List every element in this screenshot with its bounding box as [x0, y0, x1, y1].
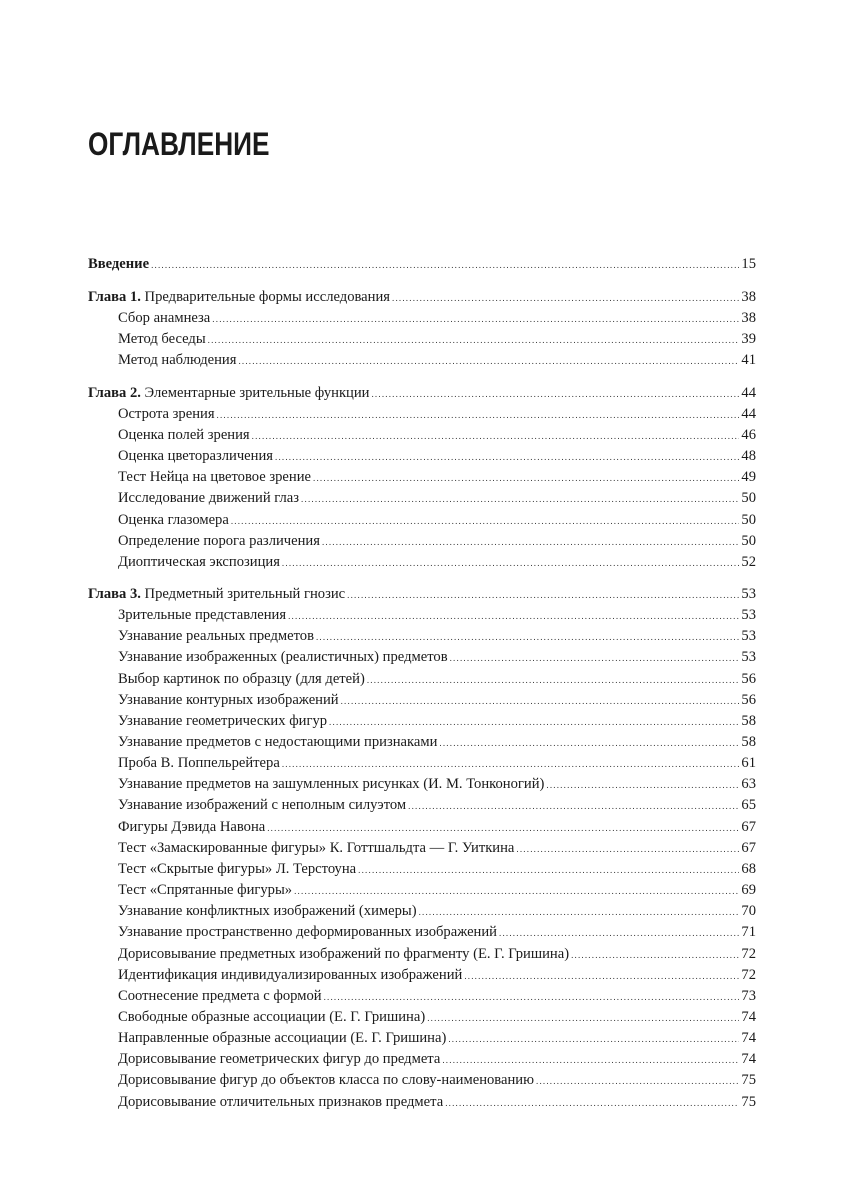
dot-leader — [282, 553, 739, 573]
dot-leader — [499, 923, 739, 943]
dot-leader — [439, 733, 739, 753]
toc-section-entry[interactable] — [118, 753, 756, 773]
dot-leader — [217, 405, 740, 425]
page-number: 53 — [741, 585, 756, 602]
page-number: 74 — [741, 1008, 756, 1025]
toc-section-entry[interactable] — [118, 1049, 756, 1069]
toc-section-entry[interactable] — [118, 626, 756, 646]
dot-leader — [252, 426, 740, 446]
entry-text — [88, 254, 149, 274]
page-number: 72 — [741, 945, 756, 962]
entry-title: Выбор картинок по образцу (для детей) — [118, 670, 365, 687]
entry-title: Дорисовывание предметных изображений по фрагменту (Е. Г. Гришина) — [118, 945, 570, 962]
entry-title: Узнавание пространственно деформированных изображений — [118, 924, 497, 941]
page-number: 72 — [741, 966, 756, 983]
page-number: 74 — [741, 1030, 756, 1047]
page-number: 61 — [741, 755, 756, 772]
toc-section-entry[interactable] — [118, 510, 756, 530]
toc-section-entry[interactable] — [118, 1092, 756, 1112]
entry-title: Дорисовывание геометрических фигур до предмета — [118, 1051, 441, 1068]
dot-leader — [341, 691, 740, 711]
toc-section-entry[interactable] — [118, 986, 756, 1006]
toc-section-entry[interactable] — [118, 690, 756, 710]
dot-leader — [316, 627, 739, 647]
page-number: 46 — [741, 426, 756, 443]
toc-section-entry[interactable] — [118, 425, 756, 445]
page-number: 75 — [741, 1093, 756, 1110]
dot-leader — [313, 468, 739, 488]
page-number: 38 — [741, 310, 756, 327]
entry-title: Оценка глазомера — [118, 511, 229, 528]
toc-section-entry[interactable] — [118, 669, 756, 689]
toc-section-entry[interactable] — [118, 1007, 756, 1027]
dot-leader — [324, 987, 740, 1007]
toc-entry-intro[interactable] — [88, 254, 756, 274]
entry-title: Тест «Скрытые фигуры» Л. Терстоуна — [118, 860, 357, 877]
page-number: 67 — [741, 818, 756, 835]
entry-title: Предварительные формы исследования — [140, 289, 390, 305]
toc-section-entry[interactable] — [118, 467, 756, 487]
dot-leader — [282, 754, 740, 774]
toc-section-entry[interactable] — [118, 838, 756, 858]
toc-section-entry[interactable] — [118, 1070, 756, 1090]
page-number: 68 — [741, 860, 756, 877]
entry-title: Соотнесение предмета с формой — [118, 987, 322, 1004]
dot-leader — [208, 330, 740, 350]
toc-section-entry[interactable] — [118, 817, 756, 837]
entry-title: Узнавание конфликтных изображений (химеры) — [118, 903, 417, 920]
dot-leader — [301, 489, 739, 509]
page-number: 15 — [741, 256, 756, 272]
page-number: 69 — [741, 882, 756, 899]
page-number: 56 — [741, 691, 756, 708]
toc-section-entry[interactable] — [118, 711, 756, 731]
dot-leader — [347, 585, 739, 605]
entry-text — [88, 584, 345, 604]
entry-title: Узнавание геометрических фигур — [118, 712, 328, 729]
toc-section-entry[interactable] — [118, 552, 756, 572]
entry-title: Узнавание изображений с неполным силуэтом — [118, 797, 407, 814]
entry-title: Узнавание предметов на зашумленных рисунках (И. М. Тонконогий) — [118, 776, 545, 793]
page-number: 67 — [741, 839, 756, 856]
dot-leader — [427, 1008, 739, 1028]
page-number: 50 — [741, 532, 756, 549]
dot-leader — [450, 648, 740, 668]
entry-text — [88, 287, 390, 307]
toc-section-entry[interactable] — [118, 965, 756, 985]
page-number: 71 — [741, 924, 756, 941]
page-number: 52 — [741, 553, 756, 570]
page-number: 53 — [741, 649, 756, 666]
toc-section-entry[interactable] — [118, 880, 756, 900]
toc-chapter-1[interactable] — [88, 287, 756, 307]
toc-section-entry[interactable] — [118, 1028, 756, 1048]
page-title: ОГЛАВЛЕНИЕ — [88, 126, 270, 162]
chapter-label: Введение — [88, 256, 150, 272]
entry-title: Сбор анамнеза — [118, 310, 211, 327]
entry-title: Предметный зрительный гнозис — [140, 585, 346, 602]
toc-section-entry[interactable] — [118, 647, 756, 667]
entry-title: Узнавание изображенных (реалистичных) предметов — [118, 649, 448, 666]
page-number: 44 — [741, 405, 756, 422]
entry-title: Фигуры Дэвида Навона — [118, 818, 266, 835]
chapter-label: Глава 2. — [88, 384, 141, 401]
entry-title: Дорисовывание фигур до объектов класса по слову-наименованию — [118, 1072, 534, 1089]
dot-leader — [231, 511, 740, 531]
page-number: 53 — [741, 607, 756, 624]
dot-leader — [536, 1071, 739, 1091]
dot-leader — [151, 255, 739, 275]
page-number: 70 — [741, 903, 756, 920]
dot-leader — [371, 384, 739, 404]
toc-section-entry[interactable] — [118, 605, 756, 625]
page-number: 75 — [741, 1072, 756, 1089]
toc-section-entry[interactable] — [118, 732, 756, 752]
page-number: 49 — [741, 469, 756, 486]
entry-title: Оценка полей зрения — [118, 426, 250, 443]
page-number: 58 — [741, 734, 756, 750]
entry-title: Зрительные представления — [118, 607, 287, 624]
page-number: 53 — [741, 628, 756, 645]
page-number: 41 — [741, 352, 756, 369]
dot-leader — [238, 351, 739, 371]
page-number: 74 — [741, 1051, 756, 1068]
entry-title: Узнавание реальных предметов — [118, 628, 314, 645]
entry-title: Тест Нейца на цветовое зрение — [118, 469, 312, 486]
page-number: 58 — [741, 712, 756, 729]
entry-title: Тест «Спрятанные фигуры» — [118, 882, 293, 899]
toc-section-entry[interactable] — [118, 774, 756, 794]
toc-section-entry[interactable] — [118, 404, 756, 424]
entry-title: Узнавание предметов с недостающими признаками — [118, 734, 438, 750]
entry-title: Узнавание контурных изображений — [118, 691, 339, 708]
page-number: 56 — [741, 670, 756, 687]
dot-leader — [329, 712, 739, 732]
entry-title: Идентификация индивидуализированных изображений — [118, 966, 463, 983]
page-number: 65 — [741, 797, 756, 814]
dot-leader — [448, 1029, 739, 1049]
dot-leader — [442, 1050, 739, 1070]
toc-chapter-2[interactable] — [88, 383, 756, 403]
dot-leader — [546, 775, 739, 795]
dot-leader — [358, 860, 739, 880]
entry-title: Острота зрения — [118, 405, 215, 422]
page-number: 73 — [741, 987, 756, 1004]
entry-title: Направленные образные ассоциации (Е. Г. Гришина) — [118, 1030, 447, 1047]
entry-title: Проба В. Поппельрейтера — [118, 755, 280, 772]
dot-leader — [571, 945, 739, 965]
page-number: 48 — [741, 448, 756, 465]
toc-section-entry[interactable] — [118, 488, 756, 508]
dot-leader — [419, 902, 740, 922]
toc-section-entry[interactable] — [118, 329, 756, 349]
dot-leader — [294, 881, 739, 901]
toc-section-entry[interactable] — [118, 859, 756, 879]
page-number: 44 — [741, 384, 756, 401]
entry-text — [88, 383, 369, 403]
toc-chapter-3[interactable] — [88, 584, 756, 604]
dot-leader — [392, 288, 739, 308]
chapter-label: Глава 1. — [88, 289, 141, 305]
entry-title: Оценка цветоразличения — [118, 448, 273, 465]
entry-title: Тест «Замаскированные фигуры» К. Готтшальдта — Г. Уиткина — [118, 839, 515, 856]
chapter-label: Глава 3. — [88, 585, 141, 602]
dot-leader — [408, 796, 739, 816]
toc-section-entry[interactable] — [118, 922, 756, 942]
page-number: 50 — [741, 490, 756, 507]
toc-section-entry[interactable] — [118, 944, 756, 964]
dot-leader — [275, 447, 739, 467]
dot-leader — [267, 818, 739, 838]
entry-title: Определение порога различения — [118, 532, 320, 549]
dot-leader — [322, 532, 739, 552]
toc-section-entry[interactable] — [118, 901, 756, 921]
entry-title: Диоптическая экспозиция — [118, 553, 280, 570]
dot-leader — [516, 839, 739, 859]
page-number: 39 — [741, 331, 756, 348]
dot-leader — [212, 309, 739, 329]
page-number: 38 — [741, 289, 756, 305]
dot-leader — [445, 1093, 739, 1113]
entry-title: Элементарные зрительные функции — [140, 384, 370, 401]
toc-section-entry[interactable] — [118, 308, 756, 328]
toc-section-entry[interactable] — [118, 350, 756, 370]
toc-section-entry[interactable] — [118, 795, 756, 815]
entry-title: Свободные образные ассоциации (Е. Г. Гришина) — [118, 1008, 426, 1025]
entry-title: Исследование движений глаз — [118, 490, 300, 507]
entry-title: Дорисовывание отличительных признаков предмета — [118, 1093, 444, 1110]
entry-title: Метод наблюдения — [118, 352, 237, 369]
toc-section-entry[interactable] — [118, 531, 756, 551]
toc-section-entry[interactable] — [118, 446, 756, 466]
dot-leader — [464, 966, 739, 986]
dot-leader — [367, 670, 740, 690]
page-number: 50 — [741, 511, 756, 528]
dot-leader — [288, 606, 739, 626]
page-number: 63 — [741, 776, 756, 793]
entry-title: Метод беседы — [118, 331, 206, 348]
